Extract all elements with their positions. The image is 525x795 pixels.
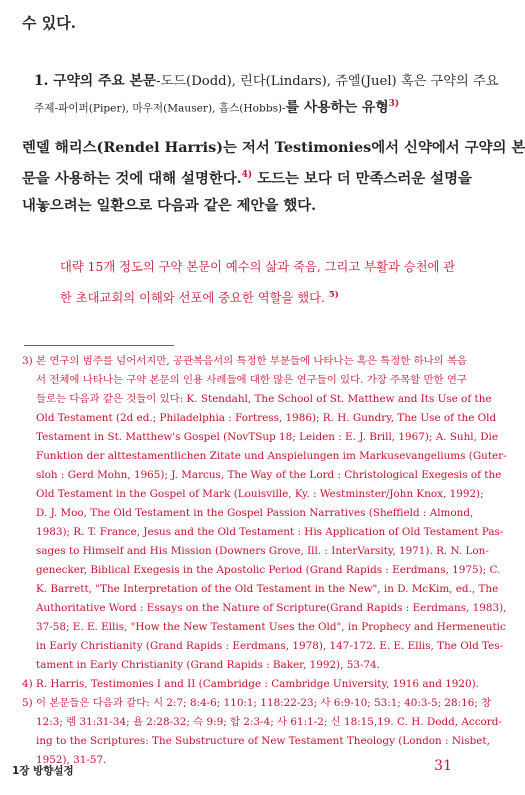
footnote-line: 들로는 다음과 같은 것들이 있다: K. Stendahl, The School of St. Matthew and Its Use of the [36, 393, 492, 405]
footnote-line: 본 연구의 범주를 넘어서지만, 공관복음서의 특정한 부분들에 나타나는 혹은 특정한 하나의 복음 [36, 355, 468, 367]
footnote-number: 3) [22, 355, 33, 367]
footnote-line: Testament in St. Matthew's Gospel (NovTSup 18; Leiden : E. J. Brill, 1967); A. Suhl, Die [36, 431, 499, 443]
block-quote [60, 254, 456, 312]
footnote-divider [24, 345, 174, 346]
section-heading-line-2 [34, 93, 454, 119]
section-heading-line-1 [34, 70, 499, 93]
section-title: 1. 구약의 주요 본문 [34, 73, 157, 89]
paragraph-line: 내놓으려는 일환으로 다음과 같은 제안을 했다. [22, 196, 317, 214]
footnote-line: ing to the Scriptures: The Substructure of New Testament Theology (London : Nisbet, [36, 735, 490, 747]
continued-text: 수 있다. [22, 14, 76, 32]
footnote-line: 37-58; E. E. Ellis, "How the New Testament Uses the Old", in Prophecy and Hermeneutic [36, 621, 506, 633]
paragraph-line-2b: 도드는 보다 더 만족스러운 설명을 [252, 169, 472, 187]
footnote-line: Funktion der alttestamentlichen Zitate und Anspielungen im Markusevangeliums (Guter- [36, 450, 507, 462]
footnote-line: R. Harris, Testimonies I and II (Cambridge : Cambridge University, 1916 and 1920). [36, 678, 479, 690]
footnote-ref-4[interactable]: 4) [241, 169, 253, 180]
footnote-line: 12:3; 렘 31:31-34; 욜 2:28-32; 슥 9:9; 합 2:3-4; 사 61:1-2; 신 18:15,19. C. H. Dodd, Accord- [36, 716, 502, 728]
page-number: 31 [434, 758, 452, 774]
quote-line [60, 282, 450, 313]
footnote-line: Old Testament (2d ed.; Philadelphia : Fortress, 1986); R. H. Gundry, The Use of the Old [36, 412, 497, 424]
footnote-line: sages to Himself and His Mission (Downers Grove, Ill. : InterVarsity, 1971). R. N. Lon- [36, 545, 489, 557]
footnote-line: 서 전체에 나타나는 구약 본문의 인용 사례들에 대한 많은 연구들이 있다. 가장 주목할 만한 연구 [36, 374, 467, 386]
footnote-line: tament in Early Christianity (Grand Rapids : Baker, 1992), 53-74. [36, 659, 380, 671]
paragraph-line [22, 162, 472, 192]
footnote-line: sloh : Gerd Mohn, 1965); J. Marcus, The Way of the Lord : Christological Exegesis of the [36, 469, 502, 481]
footnote-line: 1952), 31-57. [36, 754, 107, 766]
footnote-number: 5) [22, 697, 33, 709]
section-authors-1: -도드(Dodd), 린다(Lindars), 쥬엘(Juel) 혹은 구약의 주요 [156, 74, 499, 89]
footnote-line: Old Testament in the Gospel of Mark (Louisville, Ky. : Westminster/John Knox, 1992); [36, 488, 484, 500]
footnote-1 [22, 352, 507, 675]
footnote-line: 이 본문들은 다음과 같다: 시 2:7; 8:4-6; 110:1; 118:22-23; 사 6:9-10; 53:1; 40:3-5; 28:16; 창 [36, 697, 492, 709]
footnotes [22, 352, 507, 770]
footnote-ref-3[interactable]: 3) [388, 99, 400, 109]
footnote-line: D. J. Moo, The Old Testament in the Gospel Passion Narratives (Sheffield : Almond, [36, 507, 474, 519]
footnote-3 [22, 694, 502, 770]
footnote-line: in Early Christianity (Grand Rapids : Eerdmans, 1978), 147-172. E. E. Ellis, The Old Tes- [36, 640, 504, 652]
footnote-line: K. Barrett, "The Interpretation of the Old Testament in the New", in D. McKim, ed., The [36, 583, 499, 595]
section-title-end: 를 사용하는 유형 [285, 99, 389, 116]
quote-line: 대략 15개 정도의 구약 본문이 예수의 삶과 죽음, 그리고 부활과 승천에 관 [60, 260, 456, 274]
footnote-2 [22, 675, 479, 694]
footnote-line: Authoritative Word : Essays on the Nature of Scripture(Grand Rapids : Eerdmans, 1983), [36, 602, 507, 614]
footnote-line: 1983); R. T. France, Jesus and the Old Testament : His Application of Old Testament Pas- [36, 526, 504, 538]
footnote-number: 4) [22, 678, 33, 690]
quote-line-2: 한 초대교회의 이해와 선포에 중요한 역할을 했다. [60, 290, 325, 305]
body-paragraph [22, 134, 525, 219]
section-authors-2: 주제-파이퍼(Piper), 마우저(Mauser), 홉스(Hobbs)- [34, 102, 286, 115]
running-footer-chapter: 1장 방향설정 [12, 765, 74, 777]
footnote-ref-5[interactable]: 5) [328, 289, 339, 300]
paragraph-line-2a: 문을 사용하는 것에 대해 설명한다. [22, 169, 242, 187]
paragraph-line: 렌델 해리스(Rendel Harris)는 저서 Testimonies에서 신약에서 구약의 본 [22, 139, 525, 156]
footnote-line: genecker, Biblical Exegesis in the Apostolic Period (Grand Rapids : Eerdmans, 1975); C. [36, 564, 501, 576]
section-heading [34, 70, 499, 119]
